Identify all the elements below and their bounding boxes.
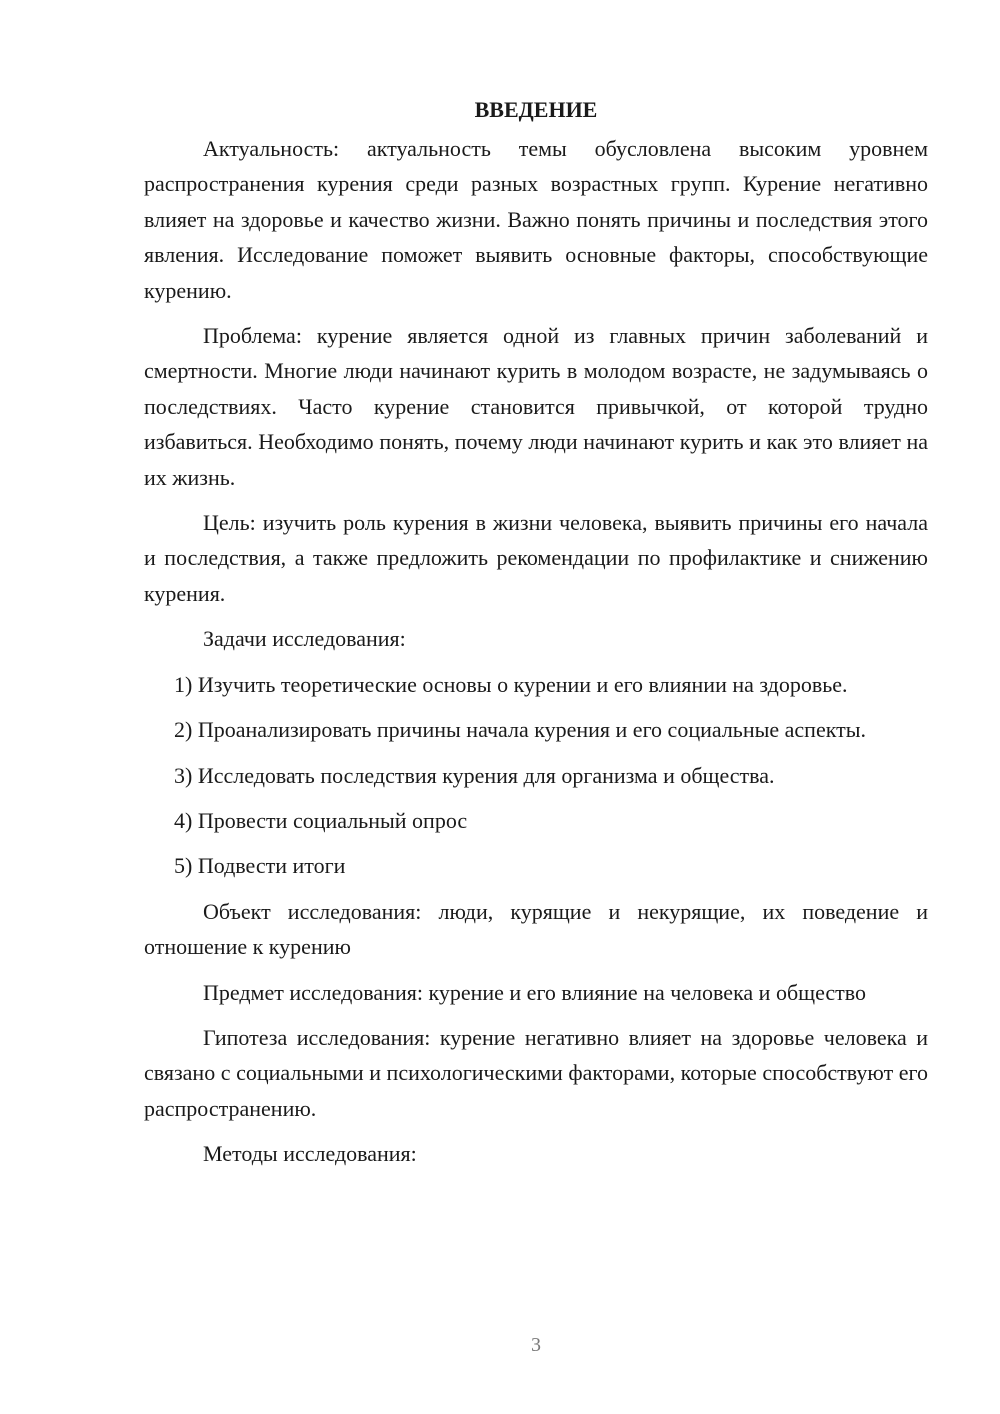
- paragraph-object: Объект исследования: люди, курящие и некурящие, их поведение и отношение к курению: [144, 898, 928, 960]
- paragraph-hypothesis: Гипотеза исследования: курение негативно влияет на здоровье человека и связано с социальными и психологическими факторами, которые способствуют его распространению.: [144, 1024, 928, 1121]
- page-number: 3: [531, 1334, 541, 1356]
- paragraph-relevance: Актуальность: актуальность темы обусловлена высоким уровнем распространения курения среди разных возрастных групп. Курение негативно влияет на здоровье и качество жизни. Важно понять причины и последствия этого явления. Исследование поможет выявить основные факторы, способствующие курению.: [144, 136, 928, 303]
- paragraph-methods-heading: Методы исследования:: [203, 1141, 417, 1167]
- task-item-4: 4) Провести социальный опрос: [174, 807, 468, 833]
- task-item-2: 2) Проанализировать причины начала курения и его социальные аспекты.: [174, 717, 867, 743]
- paragraph-tasks-heading: Задачи исследования:: [203, 626, 406, 652]
- paragraph-subject: Предмет исследования: курение и его влияние на человека и общество: [203, 979, 867, 1005]
- document-body: [144, 92, 928, 1182]
- section-title: ВВЕДЕНИЕ: [474, 97, 598, 122]
- paragraph-goal: Цель: изучить роль курения в жизни человека, выявить причины его начала и последствия, а также предложить рекомендации по профилактике и снижению курения.: [144, 510, 928, 606]
- task-item-3: 3) Исследовать последствия курения для организма и общества.: [174, 762, 775, 788]
- paragraph-problem: Проблема: курение является одной из главных причин заболеваний и смертности. Многие люди начинают курить в молодом возрасте, не задумываясь о последствиях. Часто курение становится привычкой, от которой трудно избавиться. Необходимо понять, почему люди начинают курить и как это влияет на их жизнь.: [144, 323, 928, 490]
- task-item-1: 1) Изучить теоретические основы о курении и его влиянии на здоровье.: [174, 671, 848, 697]
- task-item-5: 5) Подвести итоги: [174, 853, 346, 879]
